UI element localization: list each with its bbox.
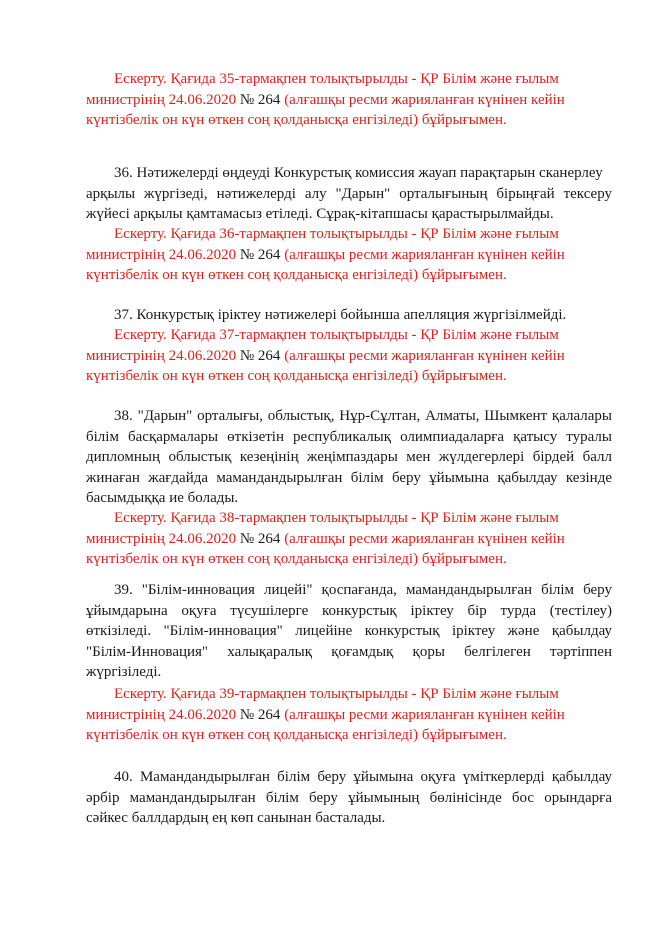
note-line: Ескерту. Қағида 39-тармақпен толықтырылды - ҚР Білім және ғылым <box>114 686 559 702</box>
paragraph-line: 37. Конкурстық іріктеу нәтижелері бойынша апелляция жүргізілмейді. <box>114 307 567 323</box>
amendment-note-35 <box>86 69 612 131</box>
paragraph-line: сәйкес баллдардың ең көп санынан басталады. <box>86 810 386 826</box>
paragraph-line: басымдыққа ие болады. <box>86 490 239 506</box>
amendment-note-37 <box>86 325 612 387</box>
note-line: министрінің 24.06.2020 № 264 (алғашқы ресми жарияланған күнінен кейін <box>86 347 565 364</box>
paragraph-line: "Білім-Инновация" халықаралық қоғамдық қоры белгілеген тәртіппен <box>86 643 612 660</box>
paragraph-line: жүйесі арқылы қамтамасыз етіледі. Сұрақ-кітапшасы қарастырылмайды. <box>86 206 554 222</box>
paragraph-line: 40. Мамандандырылған білім беру ұйымына оқуға үміткерлерді қабылдау <box>114 769 612 785</box>
note-line: Ескерту. Қағида 36-тармақпен толықтырылды - ҚР Білім және ғылым <box>114 226 559 242</box>
paragraph-36 <box>86 163 612 225</box>
paragraph-line: 36. Нәтижелерді өңдеуді Конкурстық комиссия жауап парақтарын сканерлеу <box>114 165 603 181</box>
paragraph-line: 38. "Дарын" орталығы, облыстық, Нұр-Сұлтан, Алматы, Шымкент қалалары <box>114 408 612 424</box>
note-line: министрінің 24.06.2020 № 264 (алғашқы ресми жарияланған күнінен кейін <box>86 706 565 723</box>
paragraph-39 <box>86 580 612 683</box>
paragraph-line: арқылы жүргізеді, нәтижелерді алу "Дарын" орталығының бірыңғай тексеру <box>86 185 612 202</box>
note-line: күнтізбелік он күн өткен соң қолданысқа енгізіледі) бұйрығымен. <box>86 368 507 384</box>
paragraph-line: білім басқармалары өткізетін республикалық олимпиадаларға қатысу туралы <box>86 428 612 445</box>
note-line: күнтізбелік он күн өткен соң қолданысқа енгізіледі) бұйрығымен. <box>86 112 507 128</box>
amendment-note-38 <box>86 508 612 570</box>
note-line: министрінің 24.06.2020 № 264 (алғашқы ресми жарияланған күнінен кейін <box>86 246 565 263</box>
paragraph-40 <box>86 767 612 829</box>
note-line: Ескерту. Қағида 38-тармақпен толықтырылды - ҚР Білім және ғылым <box>114 510 559 526</box>
note-line: министрінің 24.06.2020 № 264 (алғашқы ресми жарияланған күнінен кейін <box>86 91 565 108</box>
amendment-note-39 <box>86 684 612 746</box>
note-line: Ескерту. Қағида 37-тармақпен толықтырылды - ҚР Білім және ғылым <box>114 327 559 343</box>
paragraph-line: әрбір мамандандырылған білім беру ұйымының бөлінісінде бос орындарға <box>86 789 612 806</box>
paragraph-line: 39. "Білім-инновация лицейі" қоспағанда, мамандандырылған білім беру <box>114 582 612 598</box>
paragraph-38 <box>86 406 612 509</box>
paragraph-37 <box>86 305 612 326</box>
note-line: күнтізбелік он күн өткен соң қолданысқа енгізіледі) бұйрығымен. <box>86 727 507 743</box>
note-line: күнтізбелік он күн өткен соң қолданысқа енгізіледі) бұйрығымен. <box>86 551 507 567</box>
paragraph-line: өткізіледі. "Білім-инновация" лицейіне конкурстық іріктеу және қабылдау <box>86 623 612 639</box>
note-line: күнтізбелік он күн өткен соң қолданысқа енгізіледі) бұйрығымен. <box>86 267 507 283</box>
paragraph-line: ұйымдарына оқуға түсушілерге конкурстық іріктеу бір турда (тестілеу) <box>86 602 612 619</box>
note-line: Ескерту. Қағида 35-тармақпен толықтырылды - ҚР Білім және ғылым <box>114 71 559 87</box>
note-line: министрінің 24.06.2020 № 264 (алғашқы ресми жарияланған күнінен кейін <box>86 530 565 547</box>
paragraph-line: дипломның облыстық кезеңінің жеңімпаздары мен жүлдегерлері бірдей балл <box>86 449 612 465</box>
paragraph-line: жинаған жағдайда мамандандырылған білім беру ұйымына қабылдау кезінде <box>86 469 612 486</box>
paragraph-line: жүргізіледі. <box>86 664 162 680</box>
amendment-note-36 <box>86 224 612 286</box>
